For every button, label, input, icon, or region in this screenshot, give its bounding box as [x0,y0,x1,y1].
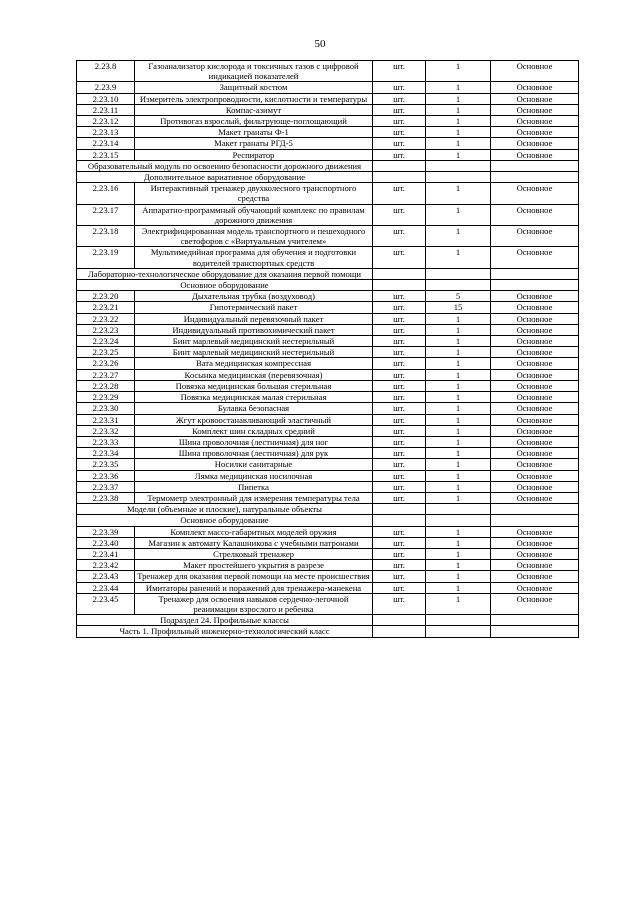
item-category: Основное [491,324,579,335]
item-name: Стрелковый тренажер [135,548,373,559]
item-quantity: 1 [426,336,491,347]
item-unit: шт. [373,358,426,369]
empty-cell [373,160,426,171]
item-category: Основное [491,560,579,571]
item-category: Основное [491,302,579,313]
item-number: 2.23.26 [77,358,135,369]
item-quantity: 15 [426,302,491,313]
table-row [77,470,579,481]
empty-cell [491,172,579,183]
item-number: 2.23.13 [77,127,135,138]
item-unit: шт. [373,560,426,571]
item-number: 2.23.36 [77,470,135,481]
item-number: 2.23.30 [77,403,135,414]
item-unit: шт. [373,149,426,160]
section-row [77,615,579,626]
item-category: Основное [491,116,579,127]
item-quantity: 1 [426,204,491,225]
item-number: 2.23.20 [77,291,135,302]
item-quantity: 1 [426,149,491,160]
item-quantity: 1 [426,127,491,138]
item-unit: шт. [373,369,426,380]
table-row [77,358,579,369]
table-row [77,204,579,225]
section-title: Дополнительное вариативное оборудование [77,172,373,183]
item-category: Основное [491,82,579,93]
table-row [77,492,579,503]
section-row [77,626,579,637]
item-category: Основное [491,93,579,104]
item-unit: шт. [373,347,426,358]
item-unit: шт. [373,104,426,115]
item-number: 2.23.9 [77,82,135,93]
item-name: Повязка медицинская большая стерильная [135,380,373,391]
item-quantity: 1 [426,226,491,247]
item-name: Компас-азимут [135,104,373,115]
table-row [77,127,579,138]
item-name: Индивидуальный перевязочный пакет [135,313,373,324]
table-row [77,560,579,571]
table-row [77,291,579,302]
section-title: Основное оборудование [77,515,373,526]
item-number: 2.23.35 [77,459,135,470]
equipment-table [76,60,579,638]
item-unit: шт. [373,313,426,324]
empty-cell [491,626,579,637]
item-name: Индивидуальный противохимический пакет [135,324,373,335]
item-name: Макет гранаты РГД-5 [135,138,373,149]
item-category: Основное [491,392,579,403]
table-row [77,593,579,614]
empty-cell [491,160,579,171]
item-category: Основное [491,470,579,481]
item-number: 2.23.37 [77,481,135,492]
item-unit: шт. [373,61,426,82]
item-quantity: 5 [426,291,491,302]
item-unit: шт. [373,492,426,503]
item-unit: шт. [373,226,426,247]
item-category: Основное [491,313,579,324]
item-name: Имитаторы ранений и поражений для тренажера-манекена [135,582,373,593]
item-number: 2.23.18 [77,226,135,247]
item-category: Основное [491,425,579,436]
item-number: 2.23.8 [77,61,135,82]
table-row [77,61,579,82]
item-number: 2.23.42 [77,560,135,571]
table-row [77,104,579,115]
item-quantity: 1 [426,183,491,204]
item-category: Основное [491,204,579,225]
table-row [77,324,579,335]
empty-cell [373,268,426,279]
item-name: Макет простейшего укрытия в разрезе [135,560,373,571]
item-unit: шт. [373,93,426,104]
item-quantity: 1 [426,380,491,391]
table-row [77,380,579,391]
item-number: 2.23.40 [77,537,135,548]
empty-cell [373,615,426,626]
item-number: 2.23.32 [77,425,135,436]
item-number: 2.23.22 [77,313,135,324]
table-row [77,392,579,403]
item-category: Основное [491,149,579,160]
item-quantity: 1 [426,548,491,559]
item-quantity: 1 [426,358,491,369]
page-number: 50 [314,38,326,50]
item-unit: шт. [373,414,426,425]
table-row [77,347,579,358]
item-category: Основное [491,403,579,414]
item-unit: шт. [373,582,426,593]
section-row [77,268,579,279]
table-row [77,149,579,160]
item-number: 2.23.12 [77,116,135,127]
item-name: Тренажер для освоения навыков сердечно-легочной реанимации взрослого и ребенка [135,593,373,614]
table-row [77,183,579,204]
item-name: Комплект массо-габаритных моделей оружия [135,526,373,537]
item-quantity: 1 [426,369,491,380]
item-quantity: 1 [426,526,491,537]
item-number: 2.23.33 [77,436,135,447]
item-unit: шт. [373,448,426,459]
item-number: 2.23.29 [77,392,135,403]
table-row [77,93,579,104]
item-number: 2.23.27 [77,369,135,380]
item-name: Лямка медицинская носилочная [135,470,373,481]
table-row [77,481,579,492]
item-number: 2.23.43 [77,571,135,582]
item-name: Защитный костюм [135,82,373,93]
item-name: Термометр электронный для измерения температуры тела [135,492,373,503]
empty-cell [426,160,491,171]
section-title: Часть 1. Профильный инженерно-технологический класс [77,626,373,637]
table-row [77,313,579,324]
item-category: Основное [491,291,579,302]
section-row [77,172,579,183]
table-row [77,548,579,559]
item-number: 2.23.44 [77,582,135,593]
item-quantity: 1 [426,116,491,127]
empty-cell [426,615,491,626]
item-unit: шт. [373,380,426,391]
item-unit: шт. [373,403,426,414]
section-row [77,280,579,291]
item-category: Основное [491,436,579,447]
item-unit: шт. [373,459,426,470]
item-unit: шт. [373,138,426,149]
item-unit: шт. [373,537,426,548]
item-quantity: 1 [426,593,491,614]
empty-cell [426,280,491,291]
empty-cell [426,504,491,515]
empty-cell [373,504,426,515]
item-name: Жгут кровоостанавливающий эластичный [135,414,373,425]
item-unit: шт. [373,291,426,302]
item-unit: шт. [373,116,426,127]
item-name: Гипотермический пакет [135,302,373,313]
item-category: Основное [491,226,579,247]
item-unit: шт. [373,247,426,268]
item-quantity: 1 [426,61,491,82]
item-number: 2.23.16 [77,183,135,204]
item-name: Носилки санитарные [135,459,373,470]
table-row [77,302,579,313]
item-name: Тренажер для оказания первой помощи на месте происшествия [135,571,373,582]
empty-cell [373,515,426,526]
item-quantity: 1 [426,448,491,459]
empty-cell [491,515,579,526]
item-category: Основное [491,369,579,380]
item-number: 2.23.38 [77,492,135,503]
item-number: 2.23.14 [77,138,135,149]
item-category: Основное [491,336,579,347]
item-unit: шт. [373,336,426,347]
table-row [77,369,579,380]
item-quantity: 1 [426,492,491,503]
item-unit: шт. [373,481,426,492]
section-row [77,515,579,526]
item-unit: шт. [373,204,426,225]
item-category: Основное [491,548,579,559]
table-row [77,138,579,149]
item-number: 2.23.28 [77,380,135,391]
item-name: Макет гранаты Ф-1 [135,127,373,138]
item-name: Шина проволочная (лестничная) для рук [135,448,373,459]
item-number: 2.23.34 [77,448,135,459]
item-category: Основное [491,247,579,268]
item-number: 2.23.23 [77,324,135,335]
item-name: Шина проволочная (лестничная) для ног [135,436,373,447]
item-quantity: 1 [426,347,491,358]
item-unit: шт. [373,392,426,403]
item-number: 2.23.31 [77,414,135,425]
item-unit: шт. [373,302,426,313]
item-quantity: 1 [426,324,491,335]
item-unit: шт. [373,183,426,204]
item-quantity: 1 [426,582,491,593]
item-name: Магазин к автомату Калашникова с учебными патронами [135,537,373,548]
item-category: Основное [491,459,579,470]
item-number: 2.23.21 [77,302,135,313]
section-title: Подраздел 24. Профильные классы [77,615,373,626]
item-quantity: 1 [426,82,491,93]
item-number: 2.23.10 [77,93,135,104]
item-number: 2.23.45 [77,593,135,614]
item-quantity: 1 [426,470,491,481]
item-category: Основное [491,537,579,548]
table-row [77,336,579,347]
item-number: 2.23.17 [77,204,135,225]
item-name: Пипетка [135,481,373,492]
item-quantity: 1 [426,313,491,324]
item-quantity: 1 [426,537,491,548]
item-category: Основное [491,448,579,459]
item-name: Булавка безопасная [135,403,373,414]
item-quantity: 1 [426,436,491,447]
table-row [77,459,579,470]
empty-cell [426,626,491,637]
item-quantity: 1 [426,392,491,403]
item-name: Аппаратно-программный обучающий комплекс по правилам дорожного движения [135,204,373,225]
item-name: Измеритель электропроводности, кислотности и температуры [135,93,373,104]
item-category: Основное [491,127,579,138]
item-category: Основное [491,571,579,582]
item-number: 2.23.15 [77,149,135,160]
item-name: Электрифицированная модель транспортного и пешеходного светофоров с «Виртуальным учителем» [135,226,373,247]
item-number: 2.23.24 [77,336,135,347]
item-name: Дыхательная трубка (воздуховод) [135,291,373,302]
item-unit: шт. [373,425,426,436]
item-name: Комплект шин складных средний [135,425,373,436]
item-name: Косынка медицинская (перевязочная) [135,369,373,380]
item-category: Основное [491,61,579,82]
item-quantity: 1 [426,459,491,470]
item-category: Основное [491,526,579,537]
item-quantity: 1 [426,403,491,414]
section-row [77,504,579,515]
table-row [77,448,579,459]
item-number: 2.23.39 [77,526,135,537]
empty-cell [491,504,579,515]
section-title: Основное оборудование [77,280,373,291]
item-name: Интерактивный тренажер двухколесного транспортного средства [135,183,373,204]
item-quantity: 1 [426,571,491,582]
empty-cell [426,268,491,279]
table-row [77,537,579,548]
item-category: Основное [491,582,579,593]
item-name: Повязка медицинская малая стерильная [135,392,373,403]
item-unit: шт. [373,127,426,138]
table-row [77,403,579,414]
item-category: Основное [491,104,579,115]
item-quantity: 1 [426,93,491,104]
item-quantity: 1 [426,138,491,149]
item-category: Основное [491,380,579,391]
item-category: Основное [491,138,579,149]
item-number: 2.23.25 [77,347,135,358]
item-unit: шт. [373,82,426,93]
section-title: Лабораторно-технологическое оборудование для оказания первой помощи [77,268,373,279]
item-quantity: 1 [426,481,491,492]
item-quantity: 1 [426,560,491,571]
item-unit: шт. [373,548,426,559]
item-name: Вата медицинская компрессная [135,358,373,369]
item-unit: шт. [373,593,426,614]
section-title: Модели (объемные и плоские), натуральные объекты [77,504,373,515]
item-name: Мультимедийная программа для обучения и подготовки водителей транспортных средств [135,247,373,268]
table-row [77,526,579,537]
empty-cell [491,280,579,291]
item-category: Основное [491,358,579,369]
table-row [77,571,579,582]
empty-cell [491,615,579,626]
item-number: 2.23.11 [77,104,135,115]
item-quantity: 1 [426,414,491,425]
empty-cell [426,515,491,526]
table-row [77,582,579,593]
empty-cell [373,280,426,291]
table-row [77,425,579,436]
item-name: Газоанализатор кислорода и токсичных газов с цифровой индикацией показателей [135,61,373,82]
item-number: 2.23.19 [77,247,135,268]
item-category: Основное [491,593,579,614]
table-row [77,116,579,127]
item-category: Основное [491,481,579,492]
section-row [77,160,579,171]
item-number: 2.23.41 [77,548,135,559]
item-unit: шт. [373,470,426,481]
table-row [77,414,579,425]
empty-cell [426,172,491,183]
item-unit: шт. [373,526,426,537]
item-unit: шт. [373,571,426,582]
item-quantity: 1 [426,425,491,436]
table-row [77,82,579,93]
item-name: Противогаз взрослый, фильтрующе-поглощающий [135,116,373,127]
item-name: Респиратор [135,149,373,160]
item-category: Основное [491,183,579,204]
table-row [77,436,579,447]
empty-cell [373,626,426,637]
equipment-table-body [77,61,579,638]
table-row [77,226,579,247]
item-category: Основное [491,492,579,503]
empty-cell [491,268,579,279]
item-category: Основное [491,347,579,358]
item-unit: шт. [373,436,426,447]
item-unit: шт. [373,324,426,335]
item-name: Бинт марлевый медицинский нестерильный [135,336,373,347]
item-name: Бинт марлевый медицинский нестерильный [135,347,373,358]
item-quantity: 1 [426,104,491,115]
item-quantity: 1 [426,247,491,268]
section-title: Образовательный модуль по освоению безопасности дорожного движения [77,160,373,171]
item-category: Основное [491,414,579,425]
table-row [77,247,579,268]
empty-cell [373,172,426,183]
